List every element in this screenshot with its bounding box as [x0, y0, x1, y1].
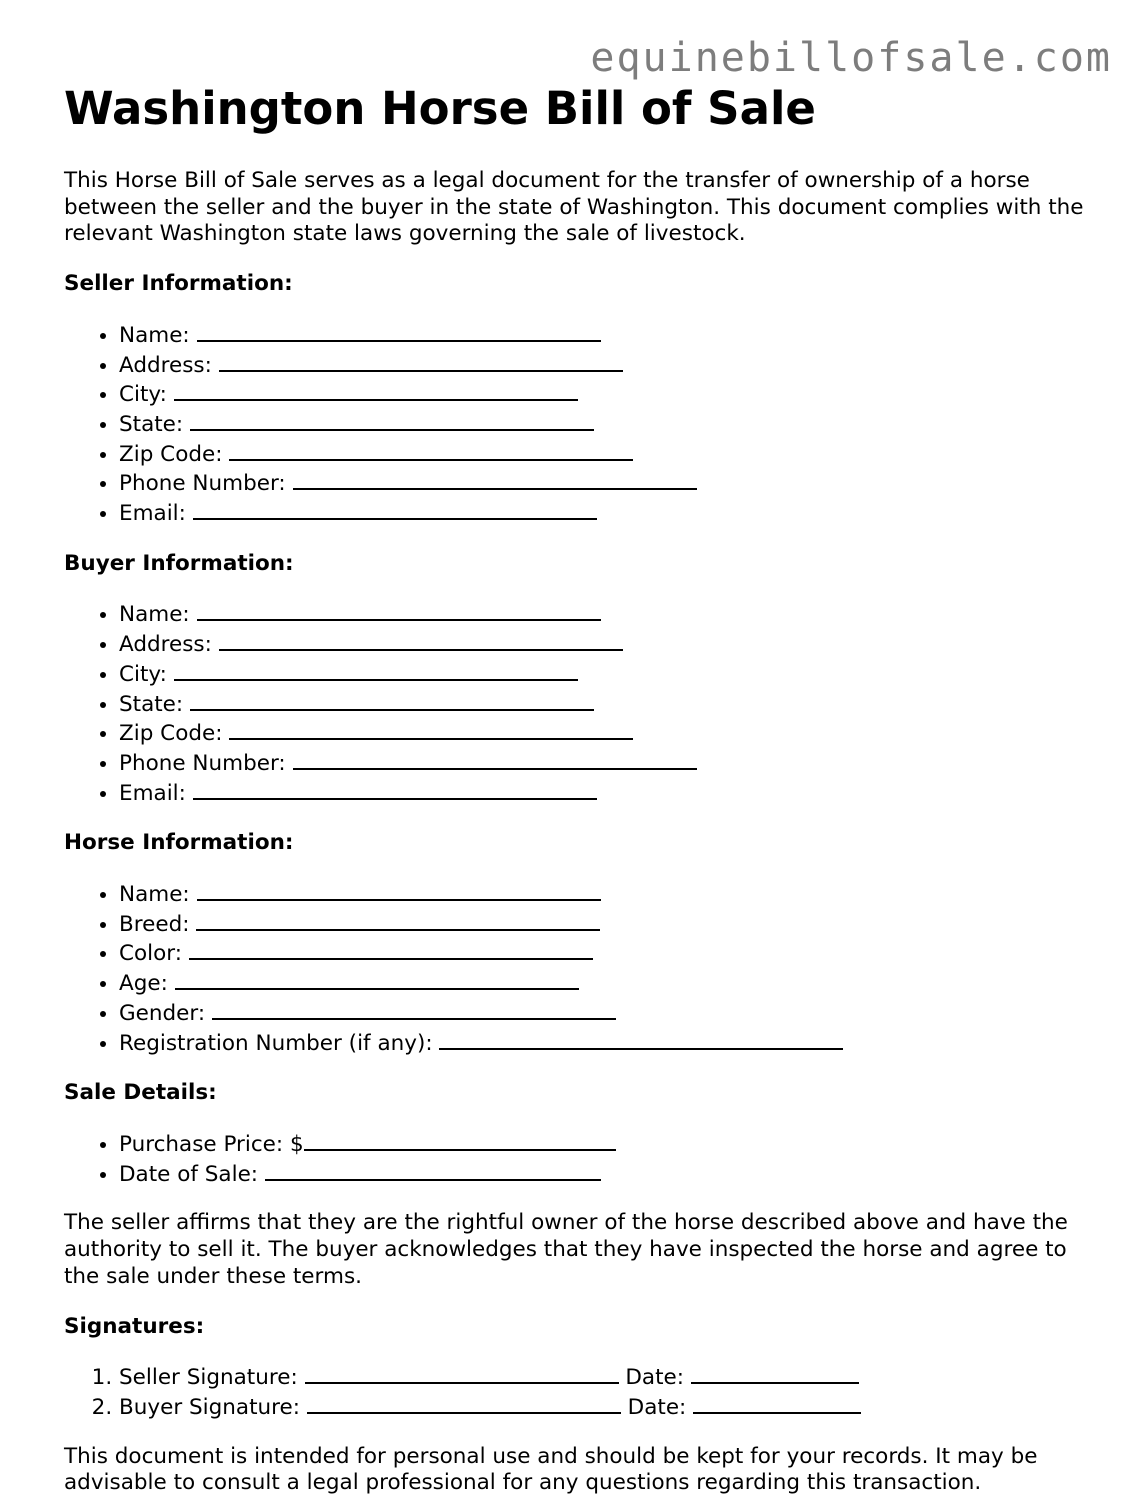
- purchase-price-line[interactable]: [304, 1129, 616, 1151]
- buyer-phone-line[interactable]: [293, 748, 697, 770]
- date-of-sale-line[interactable]: [265, 1159, 601, 1181]
- signature-lines: [64, 1362, 1094, 1421]
- site-watermark: equinebillofsale.com: [590, 35, 1112, 81]
- buyer-fields: [64, 599, 1094, 807]
- horse-age-line[interactable]: [175, 968, 579, 990]
- seller-phone-field: • Phone Number:: [119, 468, 1094, 498]
- buyer-city-line[interactable]: [174, 659, 578, 681]
- buyer-city-field: • City:: [119, 659, 1094, 689]
- seller-city-field: • City:: [119, 379, 1094, 409]
- seller-date-line[interactable]: [691, 1362, 859, 1384]
- horse-registration-field: • Registration Number (if any):: [119, 1028, 1094, 1058]
- seller-name-field: • Name:: [119, 320, 1094, 350]
- seller-address-field: • Address:: [119, 350, 1094, 380]
- buyer-phone-field: • Phone Number:: [119, 748, 1094, 778]
- buyer-name-field: • Name:: [119, 599, 1094, 629]
- buyer-heading: Buyer Information:: [64, 550, 294, 576]
- horse-name-field: • Name:: [119, 879, 1094, 909]
- sale-heading: Sale Details:: [64, 1080, 217, 1106]
- horse-breed-line[interactable]: [196, 909, 600, 931]
- seller-zip-line[interactable]: [229, 439, 633, 461]
- seller-city-line[interactable]: [174, 379, 578, 401]
- horse-registration-line[interactable]: [439, 1028, 843, 1050]
- seller-state-line[interactable]: [190, 409, 594, 431]
- horse-heading: Horse Information:: [64, 830, 294, 856]
- seller-phone-line[interactable]: [293, 468, 697, 490]
- intro-paragraph: This Horse Bill of Sale serves as a legal document for the transfer of ownership of a horse between the seller and the buyer in the state of Washington. This document complies with the relevant Washington state laws governing the sale of livestock.: [64, 168, 1084, 247]
- horse-gender-field: • Gender:: [119, 998, 1094, 1028]
- buyer-address-line[interactable]: [219, 629, 623, 651]
- seller-heading: Seller Information:: [64, 271, 293, 297]
- buyer-address-field: • Address:: [119, 629, 1094, 659]
- buyer-state-field: • State:: [119, 689, 1094, 719]
- buyer-zip-line[interactable]: [229, 718, 633, 740]
- buyer-date-line[interactable]: [693, 1392, 861, 1414]
- horse-breed-field: • Breed:: [119, 909, 1094, 939]
- horse-gender-line[interactable]: [212, 998, 616, 1020]
- date-of-sale-field: • Date of Sale:: [119, 1159, 1094, 1189]
- horse-color-line[interactable]: [189, 938, 593, 960]
- affirmation-paragraph: The seller affirms that they are the rightful owner of the horse described above and have the authority to sell it. The buyer acknowledges that they have inspected the horse and agree to the sale under these terms.: [64, 1210, 1068, 1289]
- seller-zip-field: • Zip Code:: [119, 439, 1094, 469]
- horse-age-field: • Age:: [119, 968, 1094, 998]
- closing-paragraph: This document is intended for personal use and should be kept for your records. It may be advisable to consult a legal professional for any questions regarding this transaction.: [64, 1443, 1038, 1496]
- buyer-name-line[interactable]: [197, 599, 601, 621]
- buyer-email-field: • Email:: [119, 778, 1094, 808]
- seller-name-line[interactable]: [197, 320, 601, 342]
- sale-fields: [64, 1129, 1094, 1188]
- seller-email-line[interactable]: [193, 498, 597, 520]
- horse-color-field: • Color:: [119, 938, 1094, 968]
- seller-signature-line[interactable]: [305, 1362, 619, 1384]
- horse-name-line[interactable]: [197, 879, 601, 901]
- buyer-signature-row: 2. Buyer Signature: Date:: [119, 1392, 1094, 1422]
- seller-signature-row: 1. Seller Signature: Date:: [119, 1362, 1094, 1392]
- buyer-state-line[interactable]: [190, 689, 594, 711]
- seller-address-line[interactable]: [219, 350, 623, 372]
- page-title: Washington Horse Bill of Sale: [64, 82, 816, 135]
- signatures-heading: Signatures:: [64, 1313, 205, 1339]
- seller-fields: [64, 320, 1094, 528]
- document-body: [64, 84, 1094, 1497]
- horse-fields: [64, 879, 1094, 1057]
- buyer-email-line[interactable]: [193, 778, 597, 800]
- buyer-signature-line[interactable]: [307, 1392, 621, 1414]
- seller-state-field: • State:: [119, 409, 1094, 439]
- purchase-price-field: • Purchase Price: $: [119, 1129, 1094, 1159]
- buyer-zip-field: • Zip Code:: [119, 718, 1094, 748]
- seller-email-field: • Email:: [119, 498, 1094, 528]
